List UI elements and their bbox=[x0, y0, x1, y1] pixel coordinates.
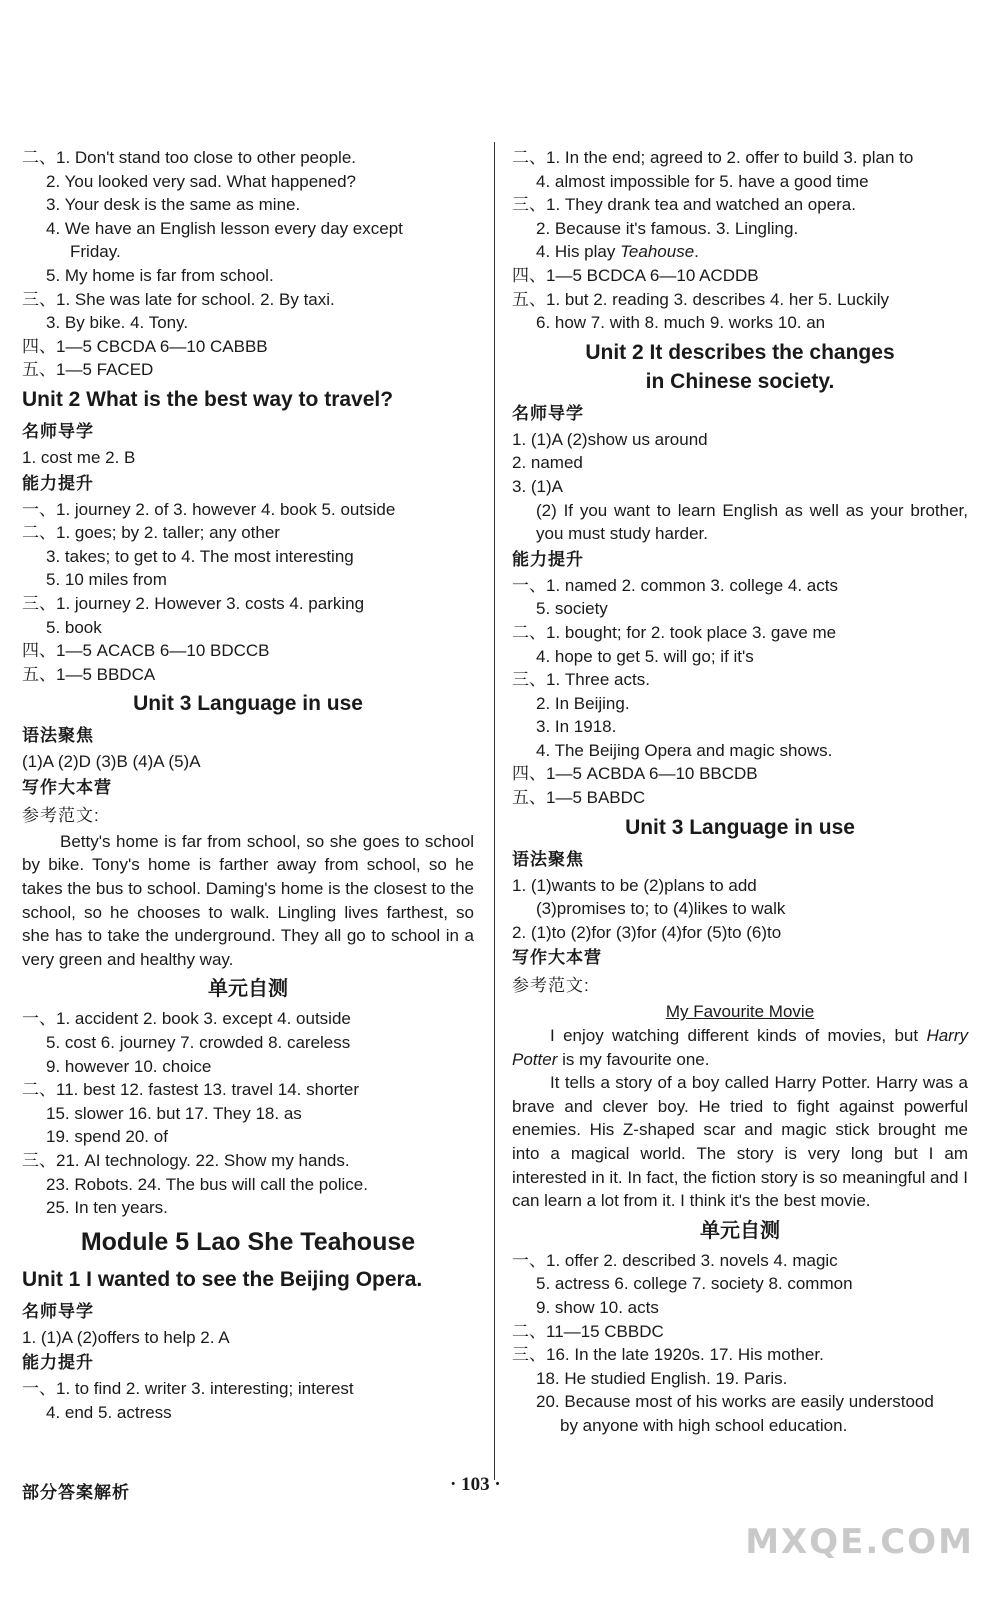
section-label: 名师导学 bbox=[512, 403, 584, 423]
answer-line: 一、1. journey 2. of 3. however 4. book 5. outside bbox=[22, 499, 396, 519]
section-label: 参考范文: bbox=[512, 976, 590, 996]
module-heading: Module 5 Lao She Teahouse bbox=[80, 1227, 416, 1256]
answer-line: Friday. bbox=[70, 242, 121, 262]
section-label: 能力提升 bbox=[22, 1353, 94, 1373]
answer-line: 2. Because it's famous. 3. Lingling. bbox=[536, 218, 799, 238]
answer-line: 三、16. In the late 1920s. 17. His mother. bbox=[512, 1345, 824, 1365]
column-divider bbox=[494, 142, 495, 1480]
section-label: 名师导学 bbox=[22, 1301, 94, 1321]
answer-line: 一、1. accident 2. book 3. except 4. outside bbox=[22, 1009, 351, 1029]
answer-line: 三、1. She was late for school. 2. By taxi. bbox=[22, 289, 335, 309]
footer-label: 部分答案解析 bbox=[22, 1483, 130, 1502]
section-label: 能力提升 bbox=[512, 549, 584, 569]
essay-text: I enjoy watching different kinds of movies, but bbox=[550, 1026, 927, 1046]
answer-line: 19. spend 20. of bbox=[46, 1127, 168, 1147]
answer-line: (1)A (2)D (3)B (4)A (5)A bbox=[22, 752, 201, 772]
answer-line: 9. however 10. choice bbox=[46, 1056, 212, 1076]
answer-line: 三、1. Three acts. bbox=[512, 670, 650, 690]
answer-line: 25. In ten years. bbox=[46, 1198, 168, 1218]
answer-line: 二、11. best 12. fastest 13. travel 14. shorter bbox=[22, 1080, 360, 1100]
answer-line: 二、1. bought; for 2. took place 3. gave me bbox=[512, 622, 837, 642]
section-label: 参考范文: bbox=[22, 805, 100, 825]
page-number: · 103 · bbox=[450, 1474, 501, 1495]
answer-line: by anyone with high school education. bbox=[560, 1415, 848, 1435]
answer-line: 4. We have an English lesson every day except bbox=[46, 218, 403, 238]
movie-title: Harry Potter bbox=[512, 1026, 968, 1069]
section-label: 语法聚焦 bbox=[22, 726, 94, 746]
answer-line: 一、1. to find 2. writer 3. interesting; interest bbox=[22, 1379, 354, 1399]
answer-line: 2. (1)to (2)for (3)for (4)for (5)to (6)to bbox=[512, 922, 782, 942]
answer-line: 4. hope to get 5. will go; if it's bbox=[536, 646, 754, 666]
answer-line: 3. By bike. 4. Tony. bbox=[46, 313, 189, 333]
answer-line: 4. end 5. actress bbox=[46, 1402, 172, 1422]
answer-line: 四、1—5 ACBDA 6—10 BBCDB bbox=[512, 764, 758, 784]
answer-line: 四、1—5 BCDCA 6—10 ACDDB bbox=[512, 265, 759, 285]
answer-line: 四、1—5 ACACB 6—10 BDCCB bbox=[22, 641, 270, 661]
essay-text: is my favourite one. bbox=[557, 1049, 710, 1069]
answer-line: 5. actress 6. college 7. society 8. common bbox=[536, 1274, 853, 1294]
answer-line: 1. (1)wants to be (2)plans to add bbox=[512, 875, 757, 895]
answer-line: 4. The Beijing Opera and magic shows. bbox=[536, 740, 833, 760]
answer-line: 五、1—5 BABDC bbox=[512, 788, 646, 808]
unit-heading: Unit 2 It describes the changes bbox=[585, 340, 895, 364]
answer-line: 3. (1)A bbox=[512, 476, 564, 496]
answer-line: 2. named bbox=[512, 453, 583, 473]
answer-line: 一、1. offer 2. described 3. novels 4. magic bbox=[512, 1250, 838, 1270]
answer-line: 五、1. but 2. reading 3. describes 4. her 5. Luckily bbox=[512, 289, 890, 309]
answer-line: 5. society bbox=[536, 599, 608, 619]
answer-line: 五、1—5 BBDCA bbox=[22, 664, 156, 684]
left-column bbox=[22, 146, 474, 1425]
answer-line: 二、1. In the end; agreed to 2. offer to build 3. plan to bbox=[512, 148, 914, 167]
answer-text: . bbox=[694, 242, 699, 262]
answer-line: 三、1. They drank tea and watched an opera. bbox=[512, 195, 856, 215]
play-title: Teahouse bbox=[620, 242, 695, 262]
answer-line bbox=[512, 240, 968, 264]
answer-line: 3. Your desk is the same as mine. bbox=[46, 195, 301, 215]
answer-line: 三、21. AI technology. 22. Show my hands. bbox=[22, 1151, 350, 1170]
answer-line: 5. My home is far from school. bbox=[46, 265, 274, 285]
watermark: MXQE.COM bbox=[745, 1522, 974, 1562]
answer-line: 2. You looked very sad. What happened? bbox=[46, 171, 357, 191]
answer-line: 3. In 1918. bbox=[536, 717, 617, 737]
right-column bbox=[512, 146, 968, 1438]
answer-line: 2. In Beijing. bbox=[536, 693, 630, 713]
answer-line: 二、1. goes; by 2. taller; any other bbox=[22, 523, 280, 543]
selftest-heading: 单元自测 bbox=[208, 978, 288, 1001]
answer-line: 5. 10 miles from bbox=[46, 570, 167, 590]
answer-line: 1. (1)A (2)offers to help 2. A bbox=[22, 1327, 230, 1347]
answer-line: 4. almost impossible for 5. have a good time bbox=[536, 171, 869, 191]
answer-line: 5. cost 6. journey 7. crowded 8. careless bbox=[46, 1033, 351, 1053]
unit-heading: Unit 3 Language in use bbox=[625, 815, 855, 839]
section-label: 名师导学 bbox=[22, 421, 94, 441]
answer-line: 1. (1)A (2)show us around bbox=[512, 429, 708, 449]
selftest-heading: 单元自测 bbox=[700, 1219, 780, 1242]
answer-paragraph: (2) If you want to learn English as well as your brother, you must study harder. bbox=[536, 500, 968, 544]
unit-heading: Unit 1 I wanted to see the Beijing Opera. bbox=[22, 1267, 423, 1291]
answer-text: 4. His play bbox=[536, 242, 621, 262]
section-label: 写作大本营 bbox=[512, 948, 602, 968]
section-label: 语法聚焦 bbox=[512, 849, 584, 869]
section-label: 写作大本营 bbox=[22, 777, 112, 797]
answer-line: (3)promises to; to (4)likes to walk bbox=[536, 899, 786, 919]
answer-line: 五、1—5 FACED bbox=[22, 360, 154, 380]
answer-line: 6. how 7. with 8. much 9. works 10. an bbox=[536, 313, 826, 333]
essay-title: My Favourite Movie bbox=[665, 1002, 815, 1022]
answer-line: 三、1. journey 2. However 3. costs 4. parking bbox=[22, 593, 365, 613]
answer-line: 23. Robots. 24. The bus will call the police. bbox=[46, 1174, 368, 1194]
unit-heading: Unit 3 Language in use bbox=[133, 692, 363, 716]
answer-line: 15. slower 16. but 17. They 18. as bbox=[46, 1103, 302, 1123]
model-essay bbox=[512, 1024, 968, 1071]
unit-heading: in Chinese society. bbox=[645, 369, 835, 393]
model-essay: Betty's home is far from school, so she goes to school by bike. Tony's home is farther away from school, so he takes the bus to school. Daming's home is the closest to the school, so he chooses to walk. Lingling lives farthest, so she has to take the underground. They all go to school in a very green and healthy way. bbox=[22, 831, 474, 969]
unit-heading: Unit 2 What is the best way to travel? bbox=[22, 387, 394, 411]
answer-line: 二、11—15 CBBDC bbox=[512, 1321, 664, 1341]
answer-line: 20. Because most of his works are easily understood bbox=[536, 1392, 934, 1412]
section-label: 能力提升 bbox=[22, 473, 94, 493]
answer-line: 四、1—5 CBCDA 6—10 CABBB bbox=[22, 336, 268, 356]
answer-line: 9. show 10. acts bbox=[536, 1297, 659, 1317]
answer-line: 一、1. named 2. common 3. college 4. acts bbox=[512, 575, 838, 595]
answer-line: 1. cost me 2. B bbox=[22, 447, 136, 467]
answer-line: 二、1. Don't stand too close to other people. bbox=[22, 148, 356, 167]
model-essay: It tells a story of a boy called Harry Potter. Harry was a brave and clever boy. He tried to fight against powerful enemies. His Z-shaped scar and magic stick brought me into a magical world. The story is very long but I am interested in it. In fact, the fiction story is so meaningful and I can learn a lot from it. I think it's the best movie. bbox=[512, 1073, 968, 1211]
answer-line: 5. book bbox=[46, 617, 102, 637]
answer-line: 18. He studied English. 19. Paris. bbox=[536, 1368, 788, 1388]
answer-line: 3. takes; to get to 4. The most interesting bbox=[46, 546, 354, 566]
